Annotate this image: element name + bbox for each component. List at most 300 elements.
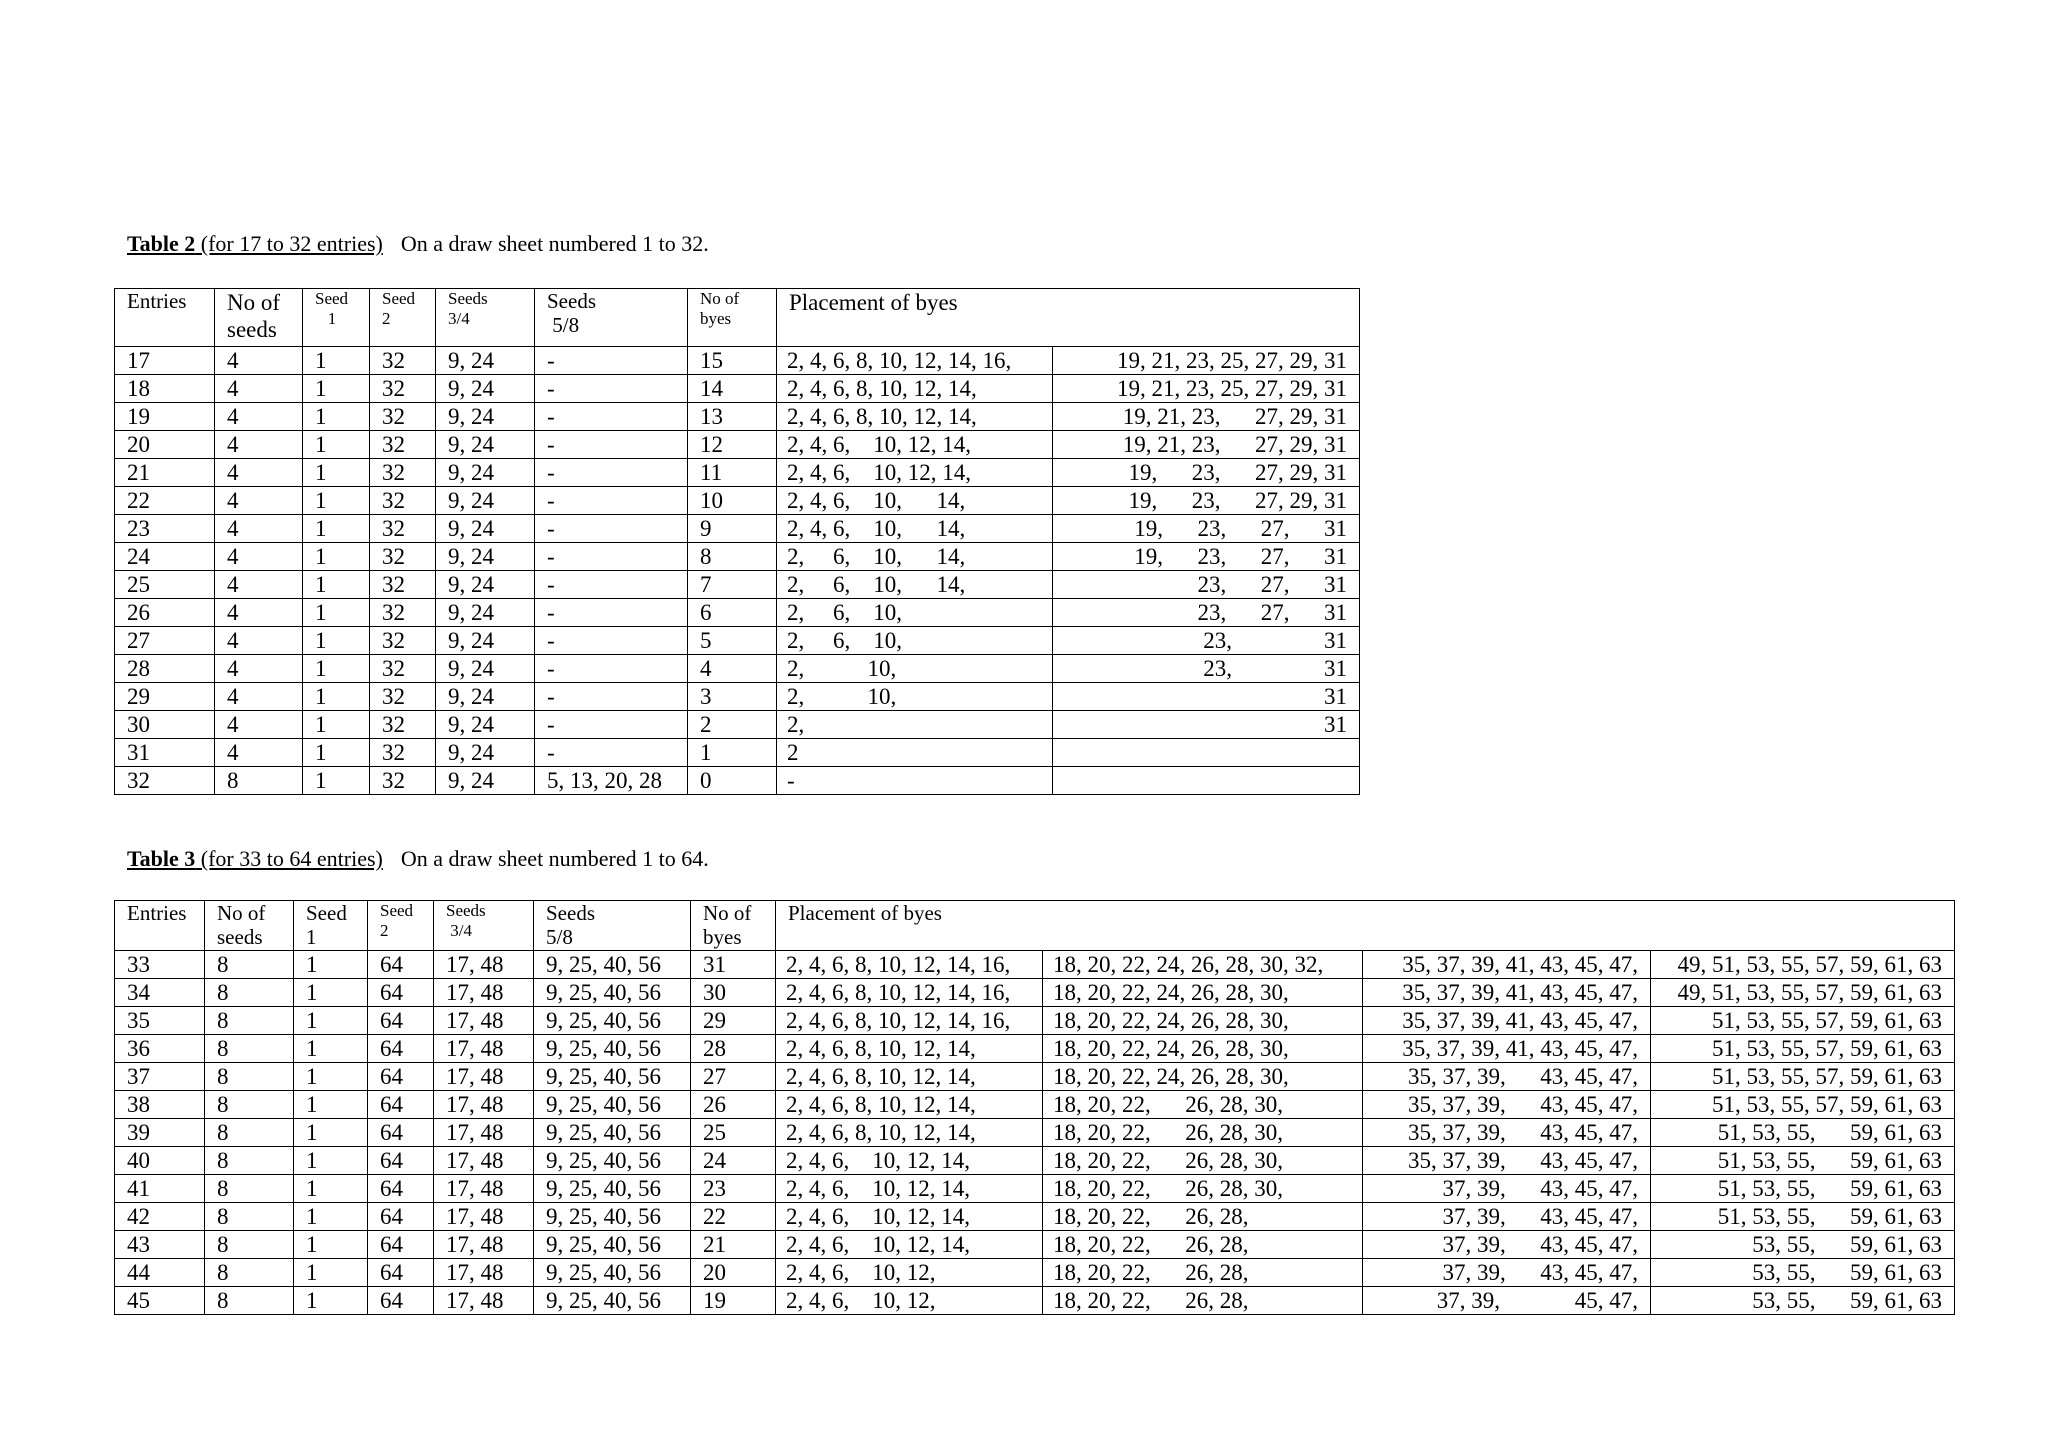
cell-placement-of-byes	[1053, 767, 1360, 795]
cell-seeds-3-4: 17, 48	[434, 1147, 534, 1175]
cell-seed-1: 1	[294, 1231, 368, 1259]
header-seed-1: Seed 1	[294, 901, 368, 951]
cell-placement-of-byes: 2, 4, 6, 10, 12, 14,	[776, 1147, 1043, 1175]
cell-entries: 20	[115, 431, 215, 459]
table2-caption	[127, 231, 709, 257]
header-no-of-byes: No of byes	[691, 901, 776, 951]
cell-seeds-5-8: 9, 25, 40, 56	[534, 1231, 691, 1259]
table2-description: On a draw sheet numbered 1 to 32.	[400, 231, 709, 256]
cell-no-of-seeds: 8	[205, 1119, 294, 1147]
cell-placement-of-byes: 35, 37, 39, 41, 43, 45, 47,	[1363, 1007, 1651, 1035]
cell-no-of-byes: 21	[691, 1231, 776, 1259]
cell-placement-of-byes: 2, 4, 6, 10, 14,	[777, 515, 1053, 543]
cell-seeds-3-4: 9, 24	[436, 431, 535, 459]
cell-placement-of-byes: 19, 21, 23, 27, 29, 31	[1053, 431, 1360, 459]
header-seeds-5-8: Seeds 5/8	[535, 289, 688, 347]
cell-entries: 35	[115, 1007, 205, 1035]
cell-placement-of-byes: 2, 4, 6, 10, 12, 14,	[777, 459, 1053, 487]
cell-no-of-byes: 19	[691, 1287, 776, 1315]
cell-placement-of-byes: 31	[1053, 711, 1360, 739]
cell-seeds-3-4: 17, 48	[434, 979, 534, 1007]
cell-seed-2: 64	[368, 1119, 434, 1147]
cell-seeds-3-4: 9, 24	[436, 515, 535, 543]
cell-placement-of-byes: 51, 53, 55, 59, 61, 63	[1651, 1119, 1955, 1147]
cell-placement-of-byes: 2, 4, 6, 8, 10, 12, 14,	[776, 1119, 1043, 1147]
cell-seed-2: 32	[370, 655, 436, 683]
cell-seed-1: 1	[303, 347, 370, 375]
cell-no-of-seeds: 8	[205, 951, 294, 979]
cell-seeds-3-4: 9, 24	[436, 739, 535, 767]
cell-seed-2: 32	[370, 347, 436, 375]
cell-seeds-5-8: 9, 25, 40, 56	[534, 1287, 691, 1315]
cell-seed-1: 1	[303, 711, 370, 739]
cell-placement-of-byes: 19, 23, 27, 29, 31	[1053, 487, 1360, 515]
cell-entries: 27	[115, 627, 215, 655]
table2	[114, 288, 1360, 795]
cell-seed-2: 64	[368, 1007, 434, 1035]
cell-placement-of-byes: 35, 37, 39, 41, 43, 45, 47,	[1363, 951, 1651, 979]
cell-no-of-byes: 29	[691, 1007, 776, 1035]
table-row	[115, 1147, 1955, 1175]
cell-entries: 32	[115, 767, 215, 795]
cell-seed-2: 32	[370, 627, 436, 655]
cell-no-of-byes: 25	[691, 1119, 776, 1147]
cell-no-of-byes: 26	[691, 1091, 776, 1119]
cell-placement-of-byes: 2	[777, 739, 1053, 767]
cell-placement-of-byes: 18, 20, 22, 26, 28,	[1043, 1259, 1363, 1287]
cell-no-of-byes: 3	[688, 683, 777, 711]
cell-placement-of-byes: 2, 10,	[777, 683, 1053, 711]
cell-entries: 17	[115, 347, 215, 375]
cell-seed-1: 1	[294, 1007, 368, 1035]
cell-placement-of-byes: 2, 10,	[777, 655, 1053, 683]
cell-placement-of-byes: 19, 23, 27, 29, 31	[1053, 459, 1360, 487]
cell-entries: 19	[115, 403, 215, 431]
cell-seeds-5-8: -	[535, 487, 688, 515]
table-row	[115, 627, 1360, 655]
cell-placement-of-byes: 2, 4, 6, 10, 12, 14,	[777, 431, 1053, 459]
cell-seed-1: 1	[294, 1147, 368, 1175]
cell-entries: 28	[115, 655, 215, 683]
cell-placement-of-byes: 49, 51, 53, 55, 57, 59, 61, 63	[1651, 951, 1955, 979]
cell-seeds-5-8: -	[535, 347, 688, 375]
cell-seeds-5-8: 9, 25, 40, 56	[534, 1175, 691, 1203]
cell-seed-2: 32	[370, 375, 436, 403]
cell-placement-of-byes: 19, 23, 27, 31	[1053, 515, 1360, 543]
cell-placement-of-byes: 2, 4, 6, 10, 12, 14,	[776, 1175, 1043, 1203]
cell-no-of-seeds: 4	[215, 655, 303, 683]
cell-placement-of-byes: 51, 53, 55, 57, 59, 61, 63	[1651, 1007, 1955, 1035]
cell-seeds-3-4: 17, 48	[434, 1119, 534, 1147]
cell-seeds-5-8: 9, 25, 40, 56	[534, 979, 691, 1007]
table2-body	[115, 347, 1360, 795]
cell-placement-of-byes: 37, 39, 43, 45, 47,	[1363, 1203, 1651, 1231]
table3-range: (for 33 to 64 entries)	[195, 846, 383, 871]
cell-entries: 23	[115, 515, 215, 543]
table-row	[115, 739, 1360, 767]
cell-placement-of-byes: 51, 53, 55, 59, 61, 63	[1651, 1175, 1955, 1203]
cell-seed-2: 64	[368, 951, 434, 979]
table-row	[115, 1287, 1955, 1315]
header-seed-2: Seed 2	[368, 901, 434, 951]
cell-placement-of-byes: 35, 37, 39, 43, 45, 47,	[1363, 1091, 1651, 1119]
cell-placement-of-byes: 19, 21, 23, 27, 29, 31	[1053, 403, 1360, 431]
header-seed-2: Seed 2	[370, 289, 436, 347]
cell-no-of-seeds: 4	[215, 543, 303, 571]
cell-seed-1: 1	[303, 571, 370, 599]
table-row	[115, 683, 1360, 711]
cell-seeds-3-4: 9, 24	[436, 403, 535, 431]
cell-entries: 24	[115, 543, 215, 571]
header-seeds-5-8: Seeds 5/8	[534, 901, 691, 951]
cell-seed-1: 1	[303, 459, 370, 487]
cell-no-of-seeds: 8	[205, 1231, 294, 1259]
cell-placement-of-byes: 2, 4, 6, 8, 10, 12, 14,	[776, 1063, 1043, 1091]
cell-seeds-3-4: 9, 24	[436, 571, 535, 599]
cell-no-of-seeds: 8	[205, 1091, 294, 1119]
cell-entries: 33	[115, 951, 205, 979]
cell-no-of-byes: 7	[688, 571, 777, 599]
cell-entries: 37	[115, 1063, 205, 1091]
cell-placement-of-byes: 19, 23, 27, 31	[1053, 543, 1360, 571]
cell-seeds-5-8: -	[535, 683, 688, 711]
cell-no-of-byes: 31	[691, 951, 776, 979]
cell-seed-2: 32	[370, 487, 436, 515]
cell-no-of-seeds: 4	[215, 683, 303, 711]
table-row	[115, 1259, 1955, 1287]
table-row	[115, 431, 1360, 459]
cell-placement-of-byes: 37, 39, 43, 45, 47,	[1363, 1259, 1651, 1287]
cell-seeds-3-4: 9, 24	[436, 767, 535, 795]
cell-seeds-3-4: 9, 24	[436, 711, 535, 739]
table-row	[115, 375, 1360, 403]
cell-placement-of-byes: 2, 4, 6, 10, 12, 14,	[776, 1203, 1043, 1231]
cell-no-of-byes: 24	[691, 1147, 776, 1175]
cell-no-of-byes: 2	[688, 711, 777, 739]
cell-entries: 44	[115, 1259, 205, 1287]
cell-entries: 22	[115, 487, 215, 515]
cell-no-of-byes: 28	[691, 1035, 776, 1063]
cell-no-of-byes: 5	[688, 627, 777, 655]
cell-seeds-5-8: 9, 25, 40, 56	[534, 951, 691, 979]
cell-placement-of-byes: 37, 39, 43, 45, 47,	[1363, 1175, 1651, 1203]
cell-entries: 21	[115, 459, 215, 487]
table-row	[115, 979, 1955, 1007]
cell-placement-of-byes	[1053, 739, 1360, 767]
table2-range: (for 17 to 32 entries)	[195, 231, 383, 256]
cell-seeds-3-4: 9, 24	[436, 459, 535, 487]
cell-seeds-3-4: 9, 24	[436, 347, 535, 375]
cell-entries: 42	[115, 1203, 205, 1231]
table-row	[115, 1175, 1955, 1203]
cell-no-of-seeds: 8	[215, 767, 303, 795]
cell-seed-2: 64	[368, 979, 434, 1007]
table-row	[115, 347, 1360, 375]
table-row	[115, 655, 1360, 683]
cell-placement-of-byes: 2, 4, 6, 10, 12,	[776, 1287, 1043, 1315]
cell-placement-of-byes: 18, 20, 22, 26, 28, 30,	[1043, 1147, 1363, 1175]
cell-seeds-3-4: 17, 48	[434, 1259, 534, 1287]
cell-seed-1: 1	[303, 403, 370, 431]
cell-seeds-5-8: 9, 25, 40, 56	[534, 1007, 691, 1035]
cell-no-of-seeds: 4	[215, 459, 303, 487]
cell-seed-1: 1	[303, 767, 370, 795]
cell-seed-2: 32	[370, 683, 436, 711]
table-row	[115, 1091, 1955, 1119]
cell-no-of-byes: 4	[688, 655, 777, 683]
cell-placement-of-byes: 18, 20, 22, 24, 26, 28, 30,	[1043, 1007, 1363, 1035]
cell-seed-2: 64	[368, 1231, 434, 1259]
cell-placement-of-byes: 53, 55, 59, 61, 63	[1651, 1259, 1955, 1287]
cell-placement-of-byes: 35, 37, 39, 41, 43, 45, 47,	[1363, 979, 1651, 1007]
cell-no-of-seeds: 8	[205, 1259, 294, 1287]
cell-no-of-byes: 23	[691, 1175, 776, 1203]
cell-seeds-3-4: 9, 24	[436, 599, 535, 627]
cell-placement-of-byes: 35, 37, 39, 43, 45, 47,	[1363, 1147, 1651, 1175]
cell-no-of-byes: 14	[688, 375, 777, 403]
cell-seeds-3-4: 17, 48	[434, 1287, 534, 1315]
cell-entries: 30	[115, 711, 215, 739]
cell-seed-2: 32	[370, 431, 436, 459]
cell-seeds-3-4: 17, 48	[434, 1231, 534, 1259]
cell-seeds-3-4: 17, 48	[434, 1035, 534, 1063]
cell-no-of-seeds: 8	[205, 979, 294, 1007]
cell-placement-of-byes: 2, 4, 6, 8, 10, 12, 14,	[777, 375, 1053, 403]
table-row	[115, 571, 1360, 599]
cell-entries: 45	[115, 1287, 205, 1315]
cell-seeds-3-4: 9, 24	[436, 655, 535, 683]
cell-seed-1: 1	[294, 1175, 368, 1203]
cell-seeds-5-8: 5, 13, 20, 28	[535, 767, 688, 795]
cell-seeds-5-8: -	[535, 627, 688, 655]
cell-seeds-3-4: 9, 24	[436, 375, 535, 403]
cell-seeds-5-8: 9, 25, 40, 56	[534, 1035, 691, 1063]
table-row	[115, 1119, 1955, 1147]
cell-placement-of-byes: 19, 21, 23, 25, 27, 29, 31	[1053, 375, 1360, 403]
cell-no-of-byes: 8	[688, 543, 777, 571]
cell-entries: 26	[115, 599, 215, 627]
table-row	[115, 599, 1360, 627]
cell-no-of-byes: 12	[688, 431, 777, 459]
cell-seed-1: 1	[303, 739, 370, 767]
cell-seed-1: 1	[294, 1063, 368, 1091]
cell-seed-2: 64	[368, 1035, 434, 1063]
cell-placement-of-byes: 31	[1053, 683, 1360, 711]
cell-seed-2: 32	[370, 515, 436, 543]
cell-placement-of-byes: 18, 20, 22, 24, 26, 28, 30, 32,	[1043, 951, 1363, 979]
cell-placement-of-byes: 2, 4, 6, 8, 10, 12, 14, 16,	[777, 347, 1053, 375]
cell-seeds-5-8: 9, 25, 40, 56	[534, 1063, 691, 1091]
cell-no-of-seeds: 4	[215, 627, 303, 655]
table3-caption	[127, 846, 709, 872]
cell-seed-2: 32	[370, 403, 436, 431]
table-row	[115, 543, 1360, 571]
cell-placement-of-byes: 18, 20, 22, 24, 26, 28, 30,	[1043, 1035, 1363, 1063]
cell-seed-1: 1	[294, 1035, 368, 1063]
cell-no-of-seeds: 4	[215, 487, 303, 515]
header-no-of-byes: No of byes	[688, 289, 777, 347]
cell-entries: 38	[115, 1091, 205, 1119]
cell-no-of-seeds: 4	[215, 599, 303, 627]
cell-seed-2: 64	[368, 1147, 434, 1175]
cell-seeds-5-8: -	[535, 571, 688, 599]
cell-placement-of-byes: 18, 20, 22, 26, 28,	[1043, 1287, 1363, 1315]
cell-seeds-3-4: 17, 48	[434, 951, 534, 979]
table-row	[115, 459, 1360, 487]
cell-seeds-5-8: -	[535, 739, 688, 767]
cell-placement-of-byes: 2, 6, 10, 14,	[777, 543, 1053, 571]
table-row	[115, 515, 1360, 543]
header-entries: Entries	[115, 289, 215, 347]
cell-placement-of-byes: 2, 4, 6, 10, 14,	[777, 487, 1053, 515]
cell-seed-2: 64	[368, 1259, 434, 1287]
cell-placement-of-byes: 49, 51, 53, 55, 57, 59, 61, 63	[1651, 979, 1955, 1007]
cell-no-of-byes: 30	[691, 979, 776, 1007]
cell-seeds-5-8: -	[535, 403, 688, 431]
cell-seeds-5-8: -	[535, 459, 688, 487]
cell-seeds-3-4: 17, 48	[434, 1063, 534, 1091]
cell-placement-of-byes: 37, 39, 43, 45, 47,	[1363, 1231, 1651, 1259]
cell-seed-2: 64	[368, 1175, 434, 1203]
cell-seed-2: 32	[370, 739, 436, 767]
cell-seeds-3-4: 17, 48	[434, 1007, 534, 1035]
table2-header-row	[115, 289, 1360, 347]
cell-seed-2: 32	[370, 543, 436, 571]
cell-seed-2: 64	[368, 1203, 434, 1231]
cell-no-of-byes: 10	[688, 487, 777, 515]
cell-no-of-seeds: 8	[205, 1035, 294, 1063]
table-row	[115, 1063, 1955, 1091]
cell-entries: 40	[115, 1147, 205, 1175]
cell-seeds-5-8: 9, 25, 40, 56	[534, 1091, 691, 1119]
cell-seed-2: 32	[370, 599, 436, 627]
cell-placement-of-byes: 2,	[777, 711, 1053, 739]
cell-seed-1: 1	[303, 655, 370, 683]
cell-seeds-3-4: 17, 48	[434, 1091, 534, 1119]
cell-seed-1: 1	[303, 543, 370, 571]
cell-placement-of-byes: 23, 27, 31	[1053, 571, 1360, 599]
cell-no-of-seeds: 4	[215, 515, 303, 543]
cell-placement-of-byes: 18, 20, 22, 26, 28, 30,	[1043, 1175, 1363, 1203]
cell-seed-1: 1	[294, 1091, 368, 1119]
cell-placement-of-byes: 53, 55, 59, 61, 63	[1651, 1287, 1955, 1315]
cell-seed-2: 64	[368, 1287, 434, 1315]
cell-placement-of-byes: 23, 27, 31	[1053, 599, 1360, 627]
cell-seed-1: 1	[294, 1119, 368, 1147]
cell-seeds-5-8: -	[535, 515, 688, 543]
cell-placement-of-byes: 2, 6, 10,	[777, 599, 1053, 627]
cell-placement-of-byes: 51, 53, 55, 59, 61, 63	[1651, 1147, 1955, 1175]
cell-entries: 41	[115, 1175, 205, 1203]
cell-seed-1: 1	[303, 515, 370, 543]
cell-placement-of-byes: 18, 20, 22, 24, 26, 28, 30,	[1043, 979, 1363, 1007]
cell-seed-1: 1	[303, 431, 370, 459]
table-row	[115, 951, 1955, 979]
table3-description: On a draw sheet numbered 1 to 64.	[400, 846, 709, 871]
cell-seed-1: 1	[303, 375, 370, 403]
cell-placement-of-byes: 53, 55, 59, 61, 63	[1651, 1231, 1955, 1259]
cell-seeds-5-8: -	[535, 655, 688, 683]
cell-entries: 39	[115, 1119, 205, 1147]
cell-no-of-seeds: 8	[205, 1287, 294, 1315]
cell-seeds-5-8: 9, 25, 40, 56	[534, 1203, 691, 1231]
cell-placement-of-byes: 2, 4, 6, 8, 10, 12, 14, 16,	[776, 951, 1043, 979]
table-row	[115, 1231, 1955, 1259]
cell-seeds-3-4: 9, 24	[436, 683, 535, 711]
cell-seed-1: 1	[303, 599, 370, 627]
cell-placement-of-byes: 51, 53, 55, 57, 59, 61, 63	[1651, 1035, 1955, 1063]
cell-placement-of-byes: -	[777, 767, 1053, 795]
cell-entries: 18	[115, 375, 215, 403]
table-row	[115, 711, 1360, 739]
table-row	[115, 403, 1360, 431]
cell-no-of-seeds: 4	[215, 403, 303, 431]
cell-placement-of-byes: 18, 20, 22, 26, 28,	[1043, 1231, 1363, 1259]
header-no-of-seeds: No of seeds	[205, 901, 294, 951]
header-seeds-3-4: Seeds 3/4	[436, 289, 535, 347]
cell-seed-1: 1	[294, 1203, 368, 1231]
cell-no-of-seeds: 4	[215, 431, 303, 459]
cell-seed-1: 1	[303, 683, 370, 711]
cell-seed-2: 32	[370, 459, 436, 487]
cell-entries: 29	[115, 683, 215, 711]
cell-no-of-seeds: 4	[215, 571, 303, 599]
cell-seed-1: 1	[294, 1287, 368, 1315]
cell-placement-of-byes: 2, 4, 6, 8, 10, 12, 14, 16,	[776, 979, 1043, 1007]
cell-seed-2: 64	[368, 1091, 434, 1119]
cell-seeds-3-4: 17, 48	[434, 1175, 534, 1203]
cell-placement-of-byes: 2, 4, 6, 10, 12, 14,	[776, 1231, 1043, 1259]
cell-seed-1: 1	[294, 951, 368, 979]
table-row	[115, 1035, 1955, 1063]
cell-placement-of-byes: 37, 39, 45, 47,	[1363, 1287, 1651, 1315]
cell-seeds-5-8: -	[535, 375, 688, 403]
cell-seeds-3-4: 9, 24	[436, 487, 535, 515]
cell-placement-of-byes: 2, 4, 6, 8, 10, 12, 14,	[777, 403, 1053, 431]
header-no-of-seeds: No of seeds	[215, 289, 303, 347]
cell-placement-of-byes: 35, 37, 39, 43, 45, 47,	[1363, 1119, 1651, 1147]
cell-placement-of-byes: 19, 21, 23, 25, 27, 29, 31	[1053, 347, 1360, 375]
cell-placement-of-byes: 2, 4, 6, 8, 10, 12, 14,	[776, 1035, 1043, 1063]
cell-no-of-byes: 27	[691, 1063, 776, 1091]
cell-seed-2: 64	[368, 1063, 434, 1091]
cell-seeds-5-8: 9, 25, 40, 56	[534, 1119, 691, 1147]
cell-no-of-seeds: 4	[215, 375, 303, 403]
cell-no-of-byes: 9	[688, 515, 777, 543]
cell-no-of-seeds: 8	[205, 1203, 294, 1231]
cell-seed-1: 1	[303, 627, 370, 655]
cell-placement-of-byes: 2, 6, 10, 14,	[777, 571, 1053, 599]
cell-no-of-seeds: 8	[205, 1063, 294, 1091]
cell-no-of-seeds: 4	[215, 711, 303, 739]
cell-no-of-byes: 6	[688, 599, 777, 627]
table-row	[115, 487, 1360, 515]
cell-no-of-seeds: 4	[215, 739, 303, 767]
header-placement-of-byes: Placement of byes	[777, 289, 1360, 347]
cell-no-of-byes: 20	[691, 1259, 776, 1287]
cell-seeds-3-4: 17, 48	[434, 1203, 534, 1231]
cell-no-of-byes: 15	[688, 347, 777, 375]
cell-placement-of-byes: 51, 53, 55, 57, 59, 61, 63	[1651, 1091, 1955, 1119]
cell-placement-of-byes: 51, 53, 55, 59, 61, 63	[1651, 1203, 1955, 1231]
cell-no-of-seeds: 8	[205, 1007, 294, 1035]
cell-no-of-seeds: 4	[215, 347, 303, 375]
cell-entries: 43	[115, 1231, 205, 1259]
table3-header-row	[115, 901, 1955, 951]
cell-entries: 31	[115, 739, 215, 767]
cell-no-of-byes: 0	[688, 767, 777, 795]
cell-placement-of-byes: 23, 31	[1053, 627, 1360, 655]
